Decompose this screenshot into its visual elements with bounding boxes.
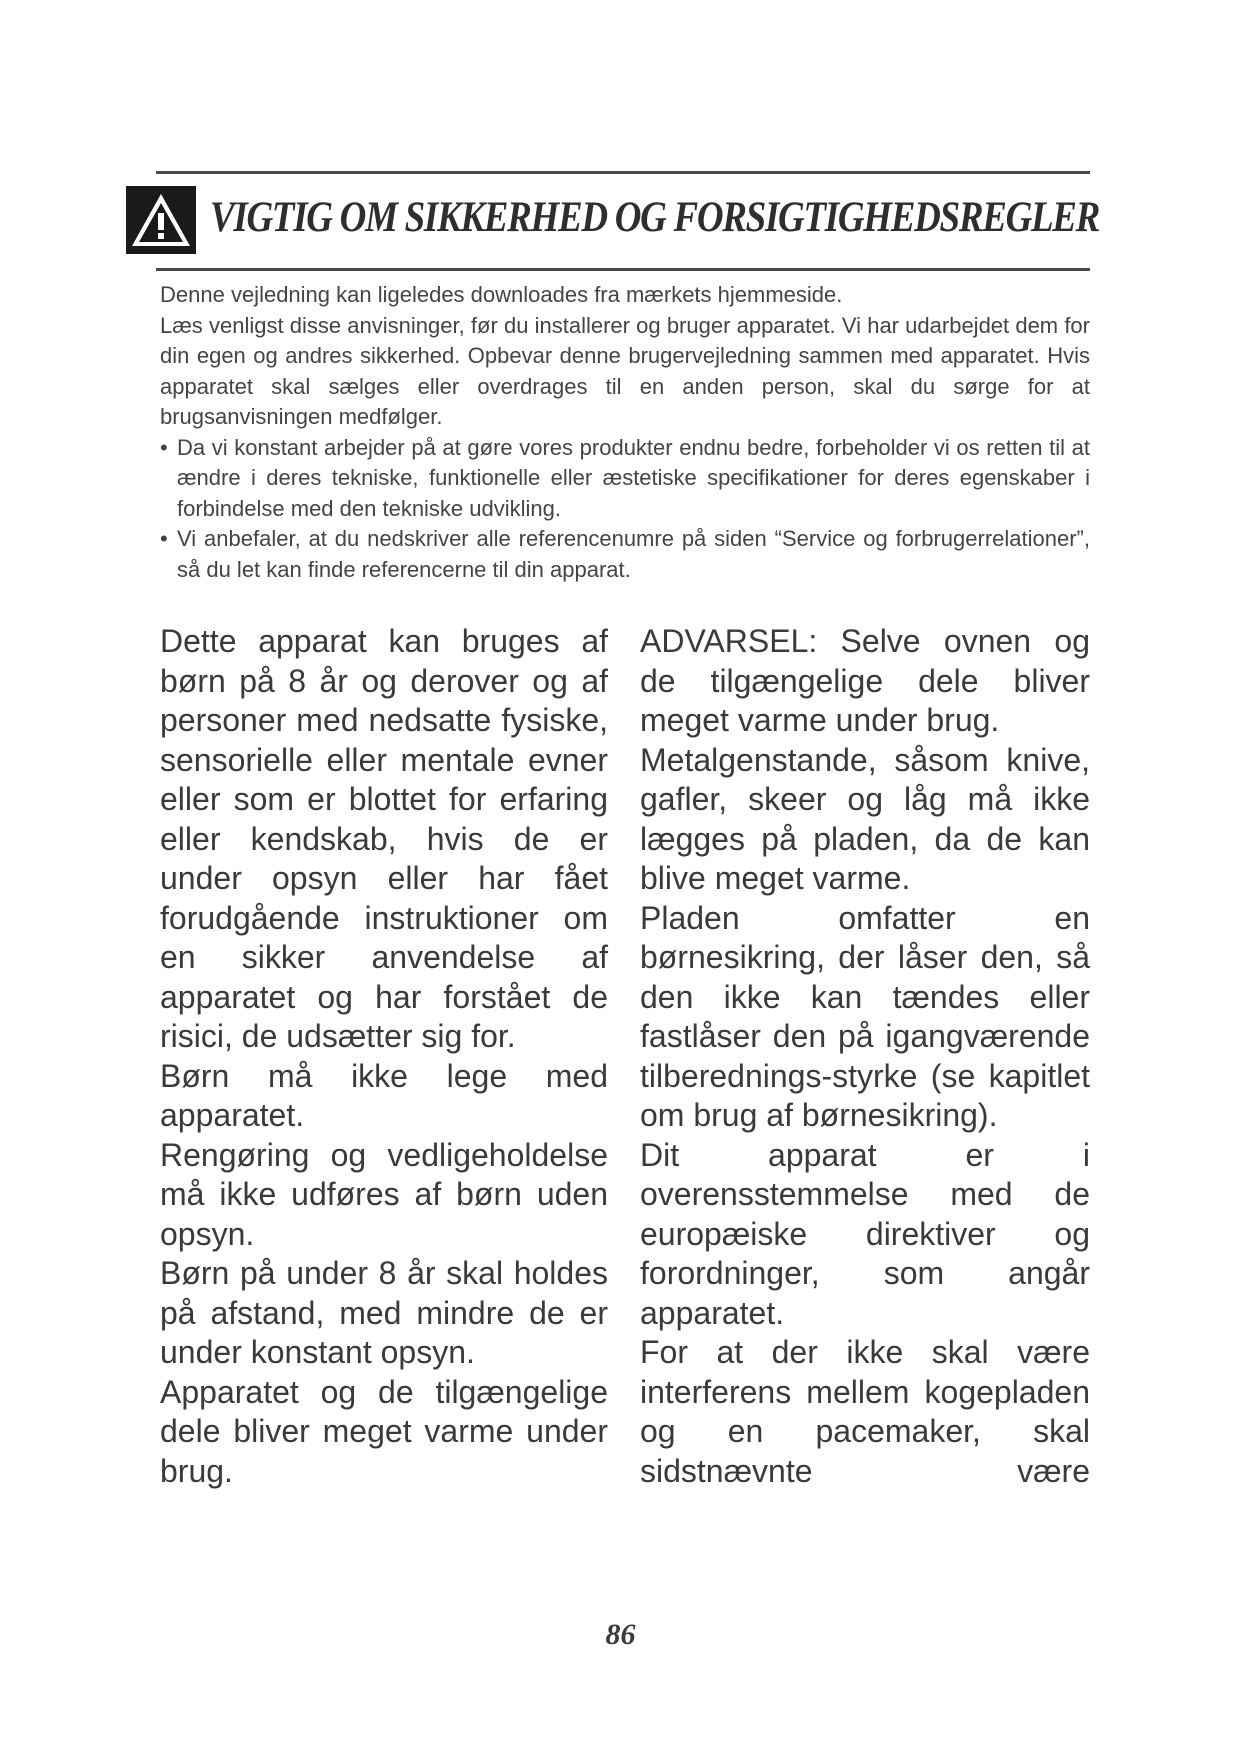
right-paragraph: ADVARSEL: Selve ovnen og de tilgængelige dele bliver meget varme under brug.: [640, 623, 1090, 738]
intro-bullet-text: Da vi konstant arbejder på at gøre vores produkter endnu bedre, forbeholder vi os retten til at ændre i deres tekniske, funktionelle eller æstetiske specifikationer for deres egenskaber i forbindelse med den tekniske udvikling.: [177, 434, 1090, 521]
header-top-rule: [156, 171, 1090, 174]
warning-triangle-icon: [126, 186, 196, 254]
intro-block: [160, 280, 1090, 585]
intro-download-note: Denne vejledning kan ligeledes downloades fra mærkets hjemmeside.: [160, 282, 843, 307]
intro-bullet-text: Vi anbefaler, at du nedskriver alle referencenumre på siden “Service og forbrugerrelationer”, så du let kan finde referencerne til din apparat.: [177, 526, 1090, 582]
right-column: [640, 622, 1090, 1491]
bullet-icon: •: [160, 434, 168, 460]
left-paragraph: Børn må ikke lege med apparatet.: [160, 1057, 608, 1133]
intro-bullet: [160, 433, 1090, 525]
section-header: [126, 182, 1100, 258]
intro-bullet: [160, 524, 1090, 585]
right-paragraph: For at der ikke skal være interferens mellem kogepladen og en pacemaker, skal sidstnævnte være: [640, 1334, 1090, 1489]
right-paragraph: Pladen omfatter en børnesikring, der låser den, så den ikke kan tændes eller fastlåser den på igangværende tilberednings-styrke (se kapitlet om brug af børnesikring).: [640, 899, 1090, 1133]
left-paragraph: Børn på under 8 år skal holdes på afstand, med mindre de er under konstant opsyn.: [160, 1255, 608, 1370]
section-title: VIGTIG OM SIKKERHED OG FORSIGTIGHEDSREGLER: [210, 194, 1100, 241]
page-number: 86: [605, 1618, 636, 1651]
left-paragraph: Rengøring og vedligeholdelse må ikke udføres af børn uden opsyn.: [160, 1136, 608, 1252]
bullet-icon: •: [160, 526, 168, 551]
left-paragraph: Dette apparat kan bruges af børn på 8 år og derover og af personer med nedsatte fysiske, sensorielle eller mentale evner eller som er blottet for erfaring eller kendskab, hvis de er under opsyn eller har fået forudgående instruktioner om en sikker anvendelse af apparatet og har forstået de risici, de udsætter sig for.: [160, 623, 608, 1054]
left-paragraph: Apparatet og de tilgængelige dele bliver meget varme under brug.: [160, 1373, 608, 1489]
left-column: [160, 622, 608, 1491]
header-bottom-rule: [156, 268, 1090, 271]
right-paragraph: Metalgenstande, såsom knive, gafler, skeer og låg må ikke lægges på pladen, da de kan blive meget varme.: [640, 741, 1090, 896]
right-paragraph: Dit apparat er i overensstemmelse med de europæiske direktiver og forordninger, som angår apparatet.: [640, 1136, 1090, 1331]
intro-paragraph: Læs venligst disse anvisninger, før du installerer og bruger apparatet. Vi har udarbejdet dem for din egen og andres sikkerhed. Opbevar denne brugervejledning sammen med apparatet. Hvis apparatet skal sælges eller overdrages til en anden person, skal du sørge for at brugsanvisningen medfølger.: [160, 312, 1090, 429]
